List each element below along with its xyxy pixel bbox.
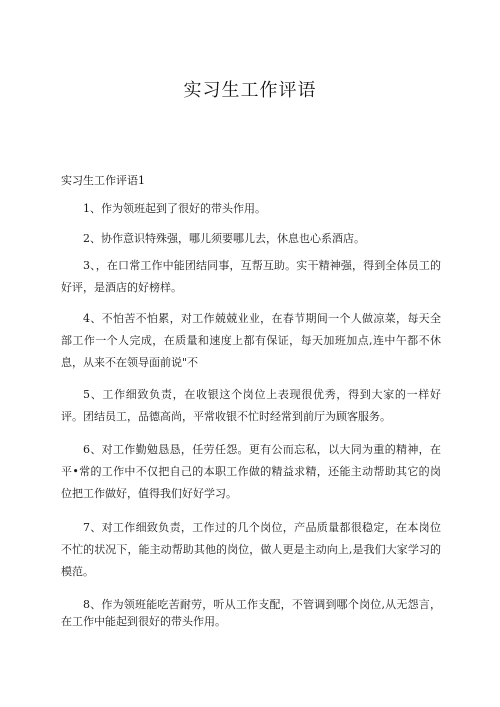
paragraph-7 — [61, 517, 441, 583]
paragraph-6 — [61, 439, 441, 505]
document-title: 实习生工作评语 — [183, 80, 317, 101]
paragraph-text: 5、工作细致负责，在收银这个岗位上表现很优秀，得到大家的一样好评。团结员工，品德高尚，平常收银不忙时经常到前厅为顾客服务。 — [61, 388, 441, 423]
paragraph-text: 4、不怕苦不怕累，对工作兢兢业业，在春节期间一个人做凉菜，每天全部工作一个人完成，在质量和速度上都有保证，每天加班加点,连中午都不休息，从来不在领导面前说"不 — [61, 312, 441, 369]
paragraph-3 — [61, 255, 441, 299]
paragraph-text: 1、作为领班起到了很好的带头作用。 — [83, 202, 266, 215]
paragraph-4 — [61, 308, 441, 374]
paragraph-text: 6、对工作勤勉恳恳，任劳任怨。更有公而忘私，以大同为重的精神，在平•常的工作中不仅把自己的本职工作做的精益求精，还能主动帮助其它的岗位把工作做好，值得我们好好学习。 — [61, 443, 441, 500]
section-heading: 实习生工作评语1 — [61, 174, 145, 187]
paragraph-8 — [61, 596, 441, 630]
paragraph-text: 2、协作意识特殊强，哪儿须要哪儿去，休息也心系酒店。 — [83, 232, 365, 245]
paragraph-2 — [61, 228, 441, 250]
paragraph-1 — [61, 198, 441, 220]
paragraph-text: 3、，在口常工作中能团结同事，互帮互助。实干精神强，得到全体员工的好评，是酒店的好榜样。 — [61, 259, 441, 294]
paragraph-5 — [61, 384, 441, 428]
paragraph-text: 8、作为领班能吃苦耐劳，听从工作支配，不管调到哪个岗位,从无怨言，在工作中能起到很好的带头作用。 — [61, 598, 441, 628]
paragraph-text: 7、对工作细致负责，工作过的几个岗位，产品质量都很稳定，在本岗位不忙的状况下，能主动帮助其他的岗位，做人更是主动向上,是我们大家学习的模范。 — [61, 521, 441, 578]
